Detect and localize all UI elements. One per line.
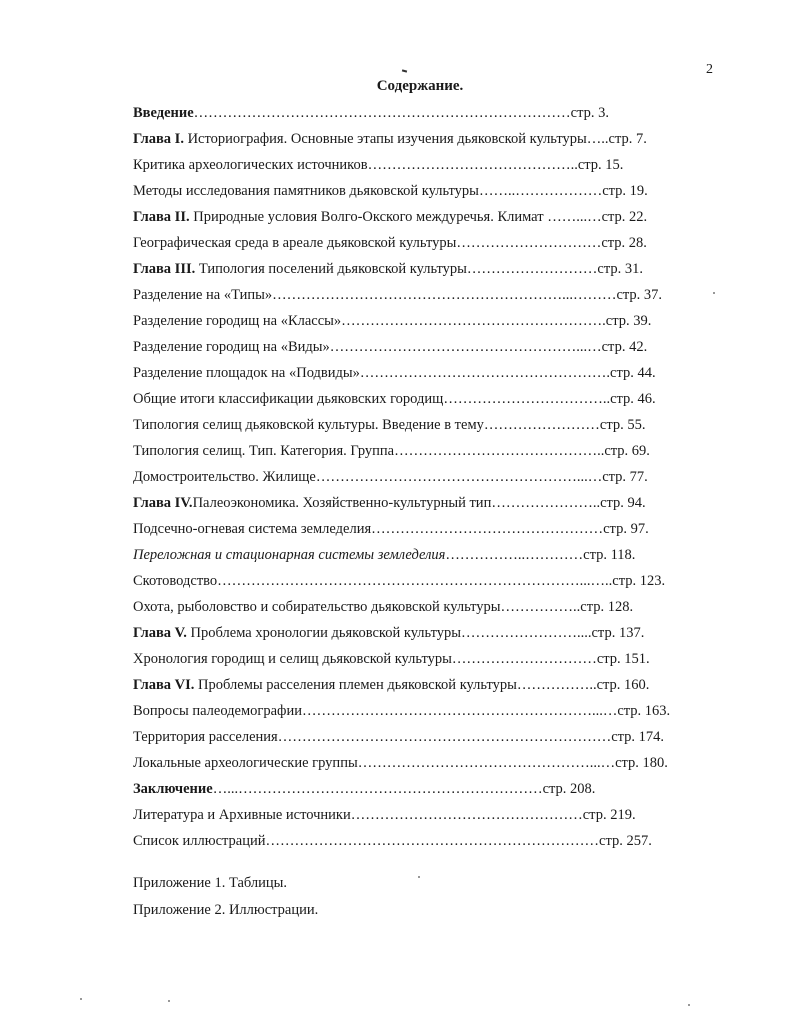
appendix-2: Приложение 2. Иллюстрации. [133, 902, 319, 918]
toc-entry-label: Домостроительство. Жилище [133, 469, 316, 485]
toc-entry [133, 440, 650, 462]
toc-page-ref: стр. 7. [608, 131, 647, 147]
toc-leader-dots: ………………………………………………...… [315, 469, 603, 485]
toc-page-ref: стр. 257. [599, 833, 652, 849]
toc-page-ref: стр. 174. [611, 729, 665, 745]
toc-page-ref: стр. 137. [591, 625, 645, 641]
scan-speck [418, 876, 420, 878]
toc-entry [133, 700, 670, 722]
toc-page-ref: стр. 19. [602, 183, 648, 199]
toc-leader-dots: ……………………………………………………...……… [272, 287, 617, 303]
toc-entry-label: Хронология городищ и селищ дьяковской культуры [133, 651, 452, 667]
toc-entry [133, 752, 668, 774]
toc-page-ref: стр. 44. [610, 365, 656, 381]
toc-page-ref: стр. 219. [582, 807, 636, 823]
toc-entry [133, 492, 646, 514]
toc-leader-dots: ……………………………………………………...… [301, 703, 618, 719]
toc-entry [133, 648, 650, 670]
toc-entry-label: Заключение [133, 781, 213, 797]
toc-leader-dots: ……..……………… [478, 183, 603, 199]
toc-page-ref: стр. 123. [612, 573, 666, 589]
toc-leader-dots: …………………………………………………………………… [193, 105, 571, 121]
scan-speck [402, 69, 407, 72]
toc-entry [133, 388, 656, 410]
toc-entry-label: Типология селищ. Тип. Категория. Группа [133, 443, 395, 459]
toc-entry-label: Общие итоги классификации дьяковских городищ [133, 391, 444, 407]
toc-chapter-number: Глава V. [133, 625, 187, 641]
toc-leader-dots: …………………….... [461, 625, 592, 641]
toc-leader-dots: …………………………………………………………………...….. [217, 573, 613, 589]
toc-entry-label: Критика археологических источников [133, 157, 368, 173]
toc-leader-dots: …………………………….. [443, 391, 611, 407]
toc-entry-label: Разделение на «Типы» [133, 287, 273, 303]
toc-leader-dots: ………………………………………… [371, 521, 604, 537]
toc-entry-label: Вопросы палеодемографии [133, 703, 302, 719]
toc-page-ref: стр. 55. [599, 417, 646, 433]
toc-entry [133, 180, 648, 202]
toc-leader-dots: …………………… [483, 417, 600, 433]
toc-leader-dots: …………………………………………………………… [265, 833, 600, 849]
scan-speck [168, 1000, 170, 1002]
toc-entry-label: Разделение площадок на «Подвиды» [133, 365, 360, 381]
toc-leader-dots: …………….. [500, 599, 581, 615]
toc-page-ref: стр. 42. [601, 339, 648, 355]
toc-leader-dots: ……………………………………………. [359, 365, 611, 381]
toc-entry [133, 336, 647, 358]
toc-page-ref: стр. 31. [597, 261, 643, 277]
toc-page-ref: стр. 118. [583, 547, 636, 563]
toc-leader-dots: …………….. [516, 677, 597, 693]
toc-entry-label: Историография. Основные этапы изучения дьяковской культуры [187, 131, 587, 147]
toc-entry [133, 674, 649, 696]
appendix-1: Приложение 1. Таблицы. [133, 875, 288, 891]
toc-leader-dots: …………………………………….. [367, 157, 578, 173]
toc-entry-label: Методы исследования памятников дьяковской культуры [133, 183, 479, 199]
toc-entry-label: Проблема хронологии дьяковской культуры [190, 625, 461, 641]
toc-entry [133, 778, 595, 800]
toc-entry-label: Проблемы расселения племен дьяковской культуры [198, 677, 517, 693]
toc-entry-label: Литература и Архивные источники [133, 807, 351, 823]
scan-speck [688, 1004, 690, 1006]
toc-page-ref: стр. 46. [610, 391, 656, 407]
toc-page-ref: стр. 3. [570, 105, 609, 121]
toc-chapter-number: Глава III. [133, 261, 196, 277]
toc-entry-label: Локальные археологические группы [133, 755, 358, 771]
toc-entry-label: Охота, рыболовство и собирательство дьяковской культуры [133, 599, 501, 615]
toc-page-ref: стр. 128. [580, 599, 634, 615]
toc-page-ref: стр. 160. [596, 677, 650, 693]
toc-entry [133, 362, 656, 384]
toc-leader-dots: ……………..………… [445, 547, 584, 563]
toc-page-ref: стр. 163. [617, 703, 671, 719]
toc-page-ref: стр. 22. [601, 209, 648, 225]
toc-entry-label: Введение [133, 105, 194, 121]
toc-entry [133, 726, 664, 748]
toc-entry [133, 414, 645, 436]
toc-entry [133, 310, 651, 332]
toc-leader-dots: …...……………………………………………………… [212, 781, 543, 797]
toc-leader-dots: ……………………… [466, 261, 598, 277]
toc-leader-dots: ……...… [543, 209, 602, 225]
toc-leader-dots: …………………………………………...… [357, 755, 616, 771]
toc-entry [133, 570, 665, 592]
toc-entry [133, 258, 643, 280]
page-title: Содержание. [376, 78, 464, 94]
toc-page-ref: стр. 208. [542, 781, 596, 797]
toc-leader-dots: ………………………………………………. [341, 313, 606, 329]
toc-entry-label: Скотоводство [133, 573, 218, 589]
toc-entry-label: Разделение городищ на «Виды» [133, 339, 330, 355]
toc-page-ref: стр. 94. [600, 495, 646, 511]
toc-leader-dots: …………………………………………………………… [277, 729, 612, 745]
toc-entry-label: Типология поселений дьяковской культуры [198, 261, 467, 277]
scan-speck [713, 292, 715, 294]
toc-entry [133, 232, 647, 254]
toc-page-ref: стр. 15. [577, 157, 624, 173]
toc-leader-dots: ………………………… [456, 235, 602, 251]
toc-entry-label: Территория расселения [133, 729, 278, 745]
toc-page-ref: стр. 97. [603, 521, 649, 537]
toc-entry [133, 622, 644, 644]
toc-entry-label: Разделение городищ на «Классы» [133, 313, 342, 329]
toc-entry-label: Типология селищ дьяковской культуры. Введение в тему [133, 417, 484, 433]
toc-page-ref: стр. 28. [601, 235, 647, 251]
toc-entry [133, 154, 623, 176]
scan-speck [80, 998, 82, 1000]
toc-entry [133, 206, 647, 228]
page-number: 2 [706, 62, 713, 77]
toc-page-ref: стр. 37. [616, 287, 663, 303]
toc-entry [133, 804, 636, 826]
toc-chapter-number: Глава II. [133, 209, 190, 225]
toc-entry-label: Подсечно-огневая система земледелия [133, 521, 372, 537]
toc-page-ref: стр. 180. [615, 755, 668, 771]
toc-page-ref: стр. 39. [605, 313, 652, 329]
toc-leader-dots: ………………………… [451, 651, 597, 667]
toc-entry [133, 128, 647, 150]
toc-chapter-number: Глава I. [133, 131, 184, 147]
toc-entry [133, 830, 652, 852]
toc-page-ref: стр. 77. [602, 469, 648, 485]
toc-entry-label: Географическая среда в ареале дьяковской культуры [133, 235, 457, 251]
toc-entry [133, 466, 648, 488]
toc-chapter-number: Глава VI. [133, 677, 195, 693]
toc-leader-dots: ….. [586, 131, 609, 147]
toc-entry-label: Природные условия Волго-Окского междуречья. Климат [193, 209, 544, 225]
toc-page-ref: стр. 151. [596, 651, 650, 667]
toc-entry [133, 518, 649, 540]
toc-entry-label: Палеоэкономика. Хозяйственно-культурный тип [192, 495, 492, 511]
toc-entry [133, 596, 633, 618]
toc-leader-dots: ………………….. [491, 495, 601, 511]
toc-entry-label: Список иллюстраций [133, 833, 266, 849]
toc-leader-dots: ………………………………………… [350, 807, 583, 823]
toc-entry-label: Переложная и стационарная системы земледелия [133, 547, 446, 563]
toc-entry [133, 284, 662, 306]
toc-page-ref: стр. 69. [604, 443, 650, 459]
toc-chapter-number: Глава IV. [133, 495, 193, 511]
toc-entry [133, 102, 609, 124]
toc-entry [133, 544, 635, 566]
toc-leader-dots: ……………………………………………...… [329, 339, 602, 355]
toc-leader-dots: …………………………………….. [394, 443, 605, 459]
